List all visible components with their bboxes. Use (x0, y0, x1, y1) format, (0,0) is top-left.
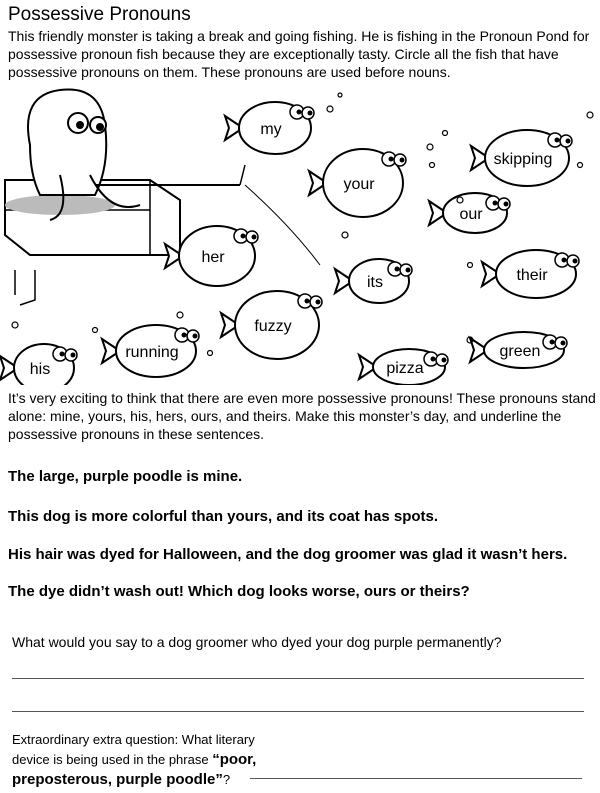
sentence-4: The dye didn’t wash out! Which dog looks worse, ours or theirs? (8, 583, 470, 600)
intro-text: This friendly monster is taking a break and going fishing. He is fishing in the Pronoun Pond for possessive pronoun fish because they are exceptionally tasty. Circle all the fish that have possessive pronouns on them. These pronouns are used before nouns. (8, 28, 590, 80)
fish-pupil (71, 353, 76, 358)
sentence-3: His hair was dyed for Halloween, and the dog groomer was glad it wasn’t hers. (8, 546, 568, 563)
extra-line-1: Extraordinary extra question: What literary (12, 732, 255, 747)
fish-word: my (260, 121, 282, 138)
fish-word: green (499, 343, 541, 360)
extra-line-2-text: device is being used in the phrase (12, 752, 213, 767)
paragraph-two: It’s very exciting to think that there are even more possessive pronouns! These pronouns stand alone: mine, yours, his, hers, ours, and theirs. Make this monster’s day, and underline the possessive pronouns in these sentences. (8, 390, 596, 442)
extra-answer-line[interactable] (250, 778, 582, 779)
fish-word: your (343, 176, 375, 193)
fish-pupil (566, 139, 571, 144)
fish-pupil (573, 259, 578, 264)
fish-pupil (442, 358, 447, 363)
fish-pupil (493, 201, 498, 206)
fish-his[interactable] (0, 344, 77, 385)
fish-pupil (395, 267, 400, 272)
fish-running[interactable] (102, 325, 199, 377)
question-text: What would you say to a dog groomer who dyed your dog purple permanently? (12, 634, 502, 650)
fish-word: pizza (386, 360, 424, 377)
fish-word: running (125, 344, 179, 361)
fish-pupil (308, 111, 313, 116)
fish-pupil (60, 352, 65, 357)
fish-your[interactable] (309, 149, 406, 217)
fish-pupil (550, 340, 555, 345)
fish-pupil (400, 158, 405, 163)
fish-pupil (252, 235, 257, 240)
fish-word: her (201, 249, 225, 266)
fish-pizza[interactable] (359, 349, 448, 385)
extra-question (12, 730, 256, 790)
sentence-2: This dog is more colorful than yours, and its coat has spots. (8, 508, 439, 525)
question-mark: ? (222, 772, 231, 787)
fish-pupil (431, 357, 436, 362)
fish-word: fuzzy (254, 318, 292, 335)
fish-word: our (459, 206, 483, 223)
fish-pupil (241, 234, 246, 239)
fishing-illustration (0, 85, 600, 385)
fish-their[interactable] (482, 250, 579, 298)
fish-word: skipping (493, 151, 553, 168)
phrase-end: preposterous, purple poodle” (12, 771, 223, 788)
fish-our[interactable] (429, 193, 510, 233)
fish-pupil (305, 299, 310, 304)
fish-pupil (504, 202, 509, 207)
phrase-start: “poor, (212, 751, 257, 768)
fish-pupil (561, 341, 566, 346)
fish-its[interactable] (335, 259, 412, 303)
extra-line-3 (12, 770, 256, 790)
answer-line-2[interactable] (12, 711, 584, 712)
fish-word: their (516, 267, 548, 284)
fish-my[interactable] (225, 102, 314, 154)
sentence-1: The large, purple poodle is mine. (8, 468, 243, 485)
fish-pupil (316, 300, 321, 305)
answer-line-1[interactable] (12, 678, 584, 679)
fish-word: its (367, 274, 383, 291)
page-title: Possessive Pronouns (8, 4, 191, 25)
fish-skipping[interactable] (471, 130, 572, 186)
fish-pupil (555, 138, 560, 143)
fish-green[interactable] (470, 332, 567, 368)
fish-word: his (29, 361, 51, 378)
fish-pupil (389, 157, 394, 162)
fish-pupil (193, 334, 198, 339)
extra-line-2 (12, 750, 256, 770)
fish-pupil (297, 110, 302, 115)
fish-pupil (406, 268, 411, 273)
fish-fuzzy[interactable] (221, 291, 322, 359)
fish-pupil (182, 333, 187, 338)
fish-pupil (562, 258, 567, 263)
